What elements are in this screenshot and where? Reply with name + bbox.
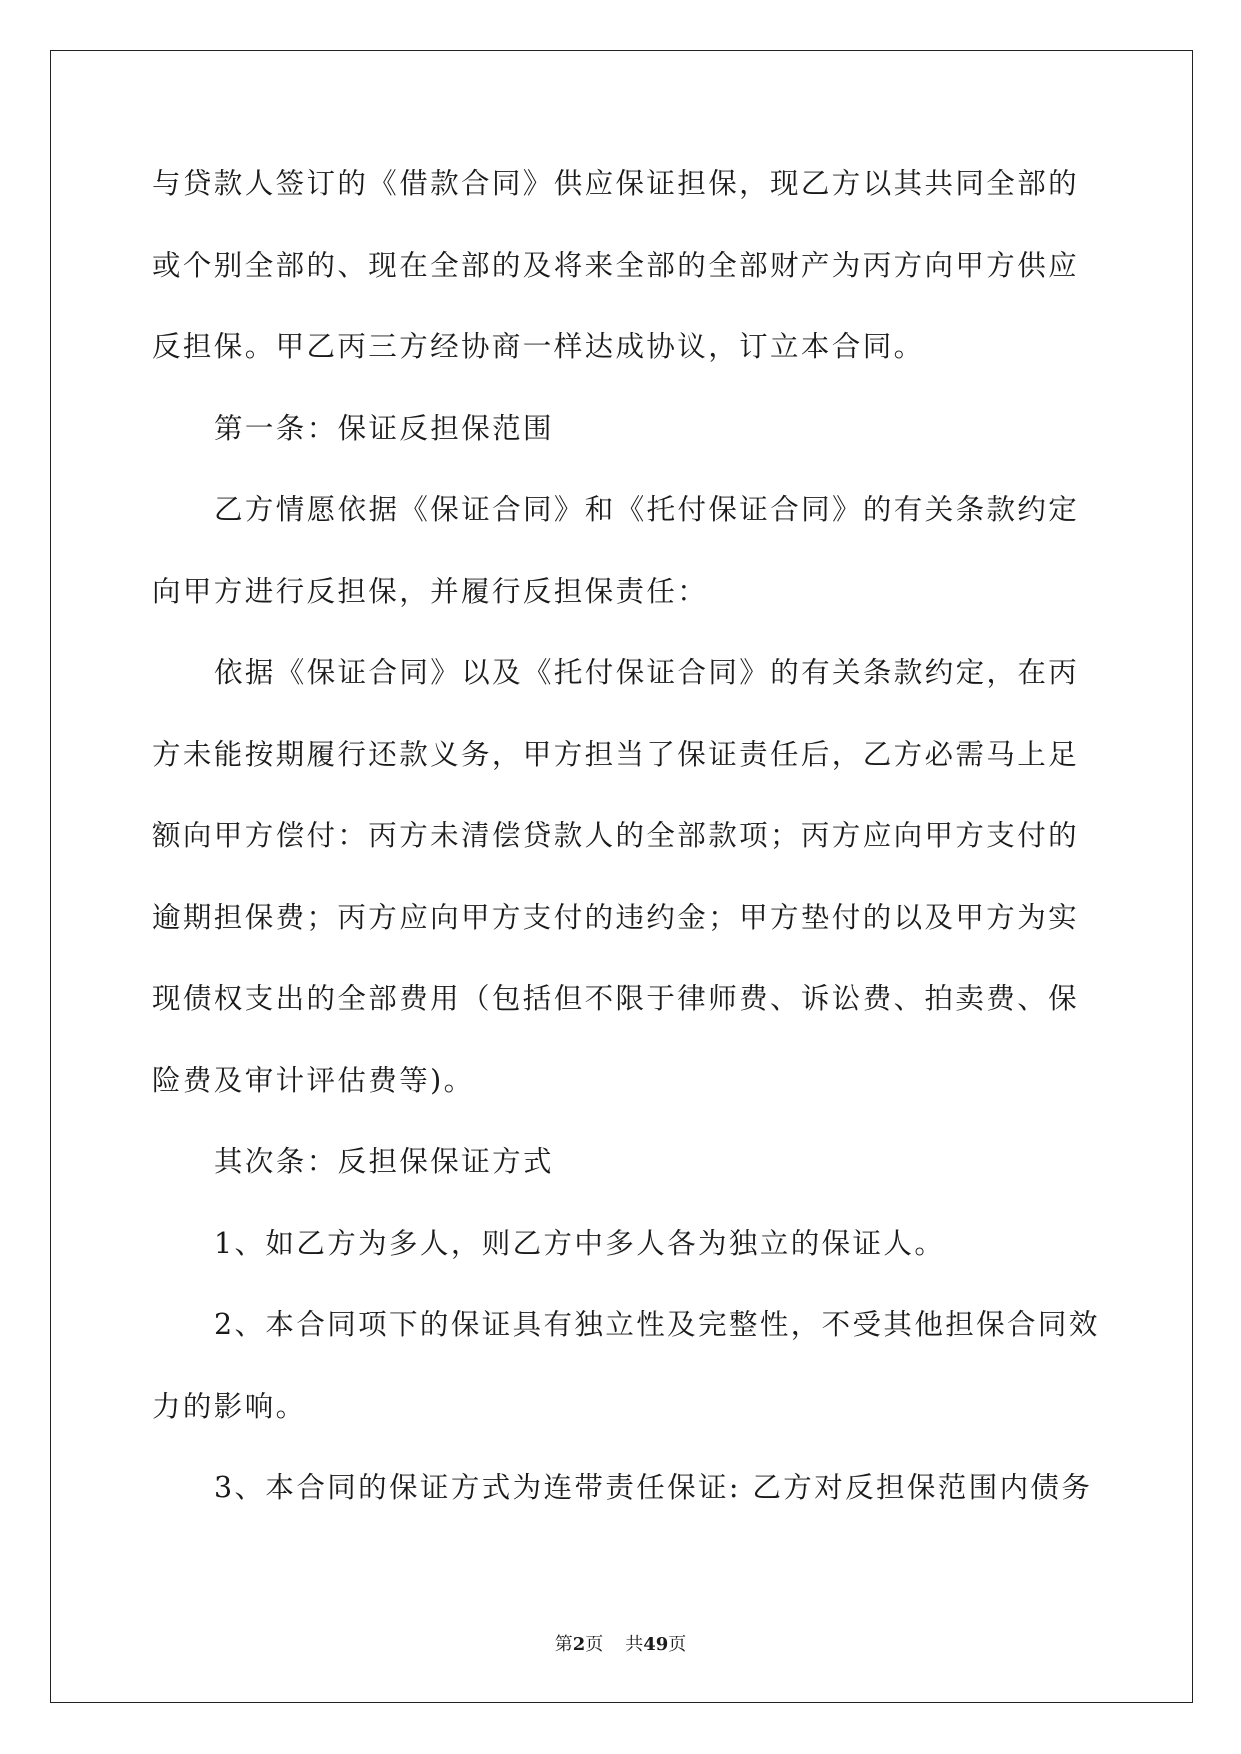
text-line: 第一条：保证反担保范围 bbox=[214, 411, 554, 445]
paragraph bbox=[152, 1466, 1093, 1548]
footer-page-suffix: 页 bbox=[585, 1634, 604, 1655]
paragraph bbox=[152, 488, 1084, 651]
text-line: 与贷款人签订的《借款合同》供应保证担保，现乙方以其共同全部的 bbox=[152, 167, 1080, 200]
paragraph bbox=[152, 1222, 1084, 1304]
text-line: 力的影响。 bbox=[152, 1389, 307, 1423]
footer-total-prefix: 共 bbox=[625, 1634, 644, 1655]
paragraph bbox=[152, 651, 1084, 1140]
paragraph bbox=[152, 1140, 1084, 1222]
footer-total-suffix: 页 bbox=[668, 1634, 687, 1655]
text-line: 方未能按期履行还款义务，甲方担当了保证责任后，乙方必需马上足 bbox=[152, 737, 1080, 771]
current-page-number: 2 bbox=[572, 1634, 586, 1655]
text-line: 3、本合同的保证方式为连带责任保证: 乙方对反担保范围内债务 bbox=[214, 1471, 1093, 1504]
text-line: 向甲方进行反担保，并履行反担保责任： bbox=[152, 574, 709, 608]
text-line: 现债权支出的全部费用（包括但不限于律师费、诉讼费、拍卖费、保 bbox=[152, 982, 1080, 1015]
total-pages-number: 49 bbox=[643, 1634, 669, 1655]
document-body bbox=[152, 162, 1100, 1548]
text-line: 逾期担保费；丙方应向甲方支付的违约金；甲方垫付的以及甲方为实 bbox=[152, 900, 1080, 934]
text-line: 其次条：反担保保证方式 bbox=[214, 1145, 554, 1178]
text-line: 额向甲方偿付：丙方未清偿贷款人的全部款项；丙方应向甲方支付的 bbox=[152, 819, 1080, 852]
text-line: 反担保。甲乙丙三方经协商一样达成协议，订立本合同。 bbox=[152, 330, 925, 363]
footer-prefix: 第 bbox=[554, 1634, 573, 1655]
text-line: 1、如乙方为多人，则乙方中多人各为独立的保证人。 bbox=[214, 1226, 946, 1260]
text-line: 乙方情愿依据《保证合同》和《托付保证合同》的有关条款约定 bbox=[214, 493, 1080, 526]
text-line: 险费及审计评估费等)。 bbox=[152, 1063, 475, 1097]
paragraph bbox=[152, 1303, 1100, 1466]
text-line: 2、本合同项下的保证具有独立性及完整性，不受其他担保合同效 bbox=[214, 1308, 1100, 1341]
paragraph bbox=[152, 162, 1084, 407]
text-line: 或个别全部的、现在全部的及将来全部的全部财产为丙方向甲方供应 bbox=[152, 248, 1080, 282]
paragraph bbox=[152, 407, 1084, 489]
text-line: 依据《保证合同》以及《托付保证合同》的有关条款约定，在丙 bbox=[214, 656, 1080, 689]
page-footer bbox=[0, 1630, 1241, 1656]
